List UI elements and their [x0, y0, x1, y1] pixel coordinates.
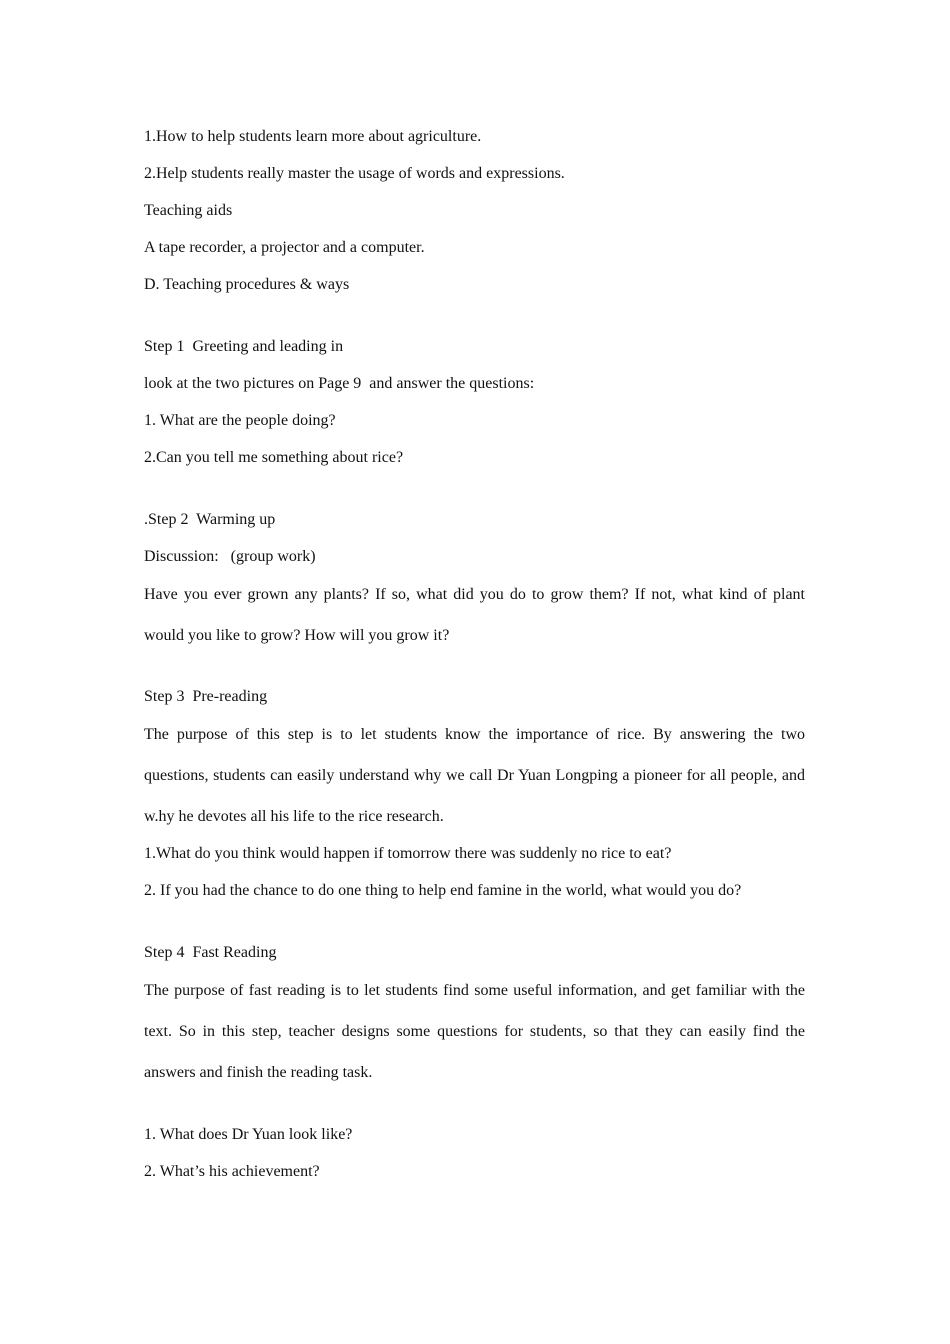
step2-paragraph: Have you ever grown any plants? If so, what did you do to grow them? If not, what kind of plant would you like to grow? How will you grow it?	[144, 586, 805, 644]
teaching-aids-heading: Teaching aids	[144, 202, 233, 219]
step1-intro: look at the two pictures on Page 9 and answer the questions:	[144, 375, 535, 392]
step3-heading: Step 3 Pre-reading	[144, 688, 268, 705]
step2-discussion: Discussion: (group work)	[144, 548, 316, 565]
procedures-heading: D. Teaching procedures & ways	[144, 276, 350, 293]
objective-2: 2.Help students really master the usage of words and expressions.	[144, 165, 565, 182]
step3-paragraph: The purpose of this step is to let students know the importance of rice. By answering the two questions, students can easily understand why we call Dr Yuan Longping a pioneer for all people, and w.hy he devotes all his life to the rice research.	[144, 726, 805, 825]
step3-question-2: 2. If you had the chance to do one thing to help end famine in the world, what would you do?	[144, 882, 742, 899]
step1-question-1: 1. What are the people doing?	[144, 412, 336, 429]
objective-1: 1.How to help students learn more about agriculture.	[144, 128, 482, 145]
step3-question-1: 1.What do you think would happen if tomorrow there was suddenly no rice to eat?	[144, 845, 672, 862]
step1-heading: Step 1 Greeting and leading in	[144, 338, 344, 355]
step4-question-1: 1. What does Dr Yuan look like?	[144, 1126, 353, 1143]
step4-paragraph: The purpose of fast reading is to let students find some useful information, and get familiar with the text. So in this step, teacher designs some questions for students, so that they can easily find the answers and finish the reading task.	[144, 982, 805, 1081]
step1-question-2: 2.Can you tell me something about rice?	[144, 449, 404, 466]
teaching-aids-text: A tape recorder, a projector and a computer.	[144, 239, 425, 256]
step4-heading: Step 4 Fast Reading	[144, 944, 277, 961]
step4-question-2: 2. What’s his achievement?	[144, 1163, 320, 1180]
step2-heading: .Step 2 Warming up	[144, 511, 276, 528]
